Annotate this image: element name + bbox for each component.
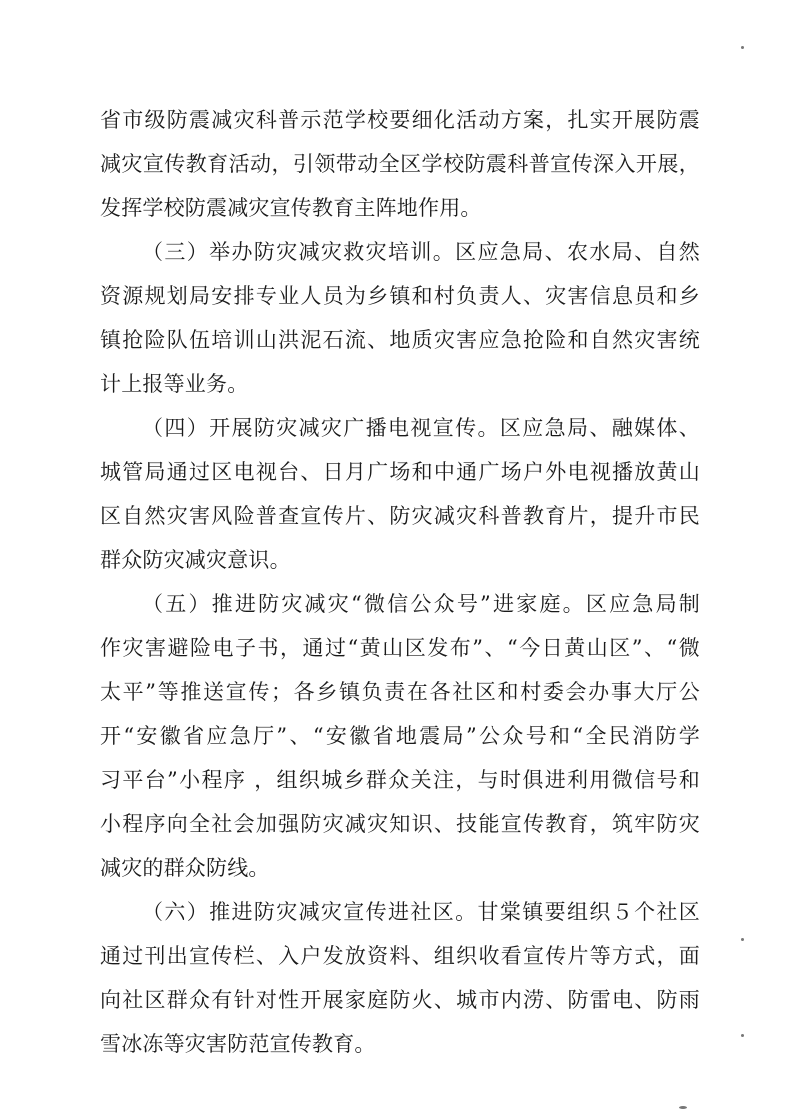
paragraph-line: 减灾的群众防线。 — [100, 856, 270, 880]
paragraph-line: 群众防灾减灾意识。 — [100, 548, 291, 572]
paragraph-line: （三）举办防灾减灾救灾培训。区应急局、农水局、自然 — [142, 240, 700, 264]
scan-speck — [679, 1106, 687, 1109]
paragraph-line: 习平台”小程序 ，组织城乡群众关注，与时俱进利用微信号和 — [100, 768, 700, 792]
paragraph-line: 计上报等业务。 — [100, 372, 249, 396]
paragraph-line: （五）推进防灾减灾“微信公众号”进家庭。区应急局制 — [142, 592, 700, 616]
paragraph-line: 开“安徽省应急厅”、“安徽省地震局”公众号和“全民消防学 — [100, 724, 700, 748]
paragraph-line: 小程序向全社会加强防灾减灾知识、技能宣传教育，筑牢防灾 — [100, 812, 700, 836]
paragraph-line: （六）推进防灾减灾宣传进社区。甘棠镇要组织５个社区 — [142, 900, 700, 924]
scan-speck — [741, 1034, 744, 1037]
scan-speck — [741, 938, 744, 941]
paragraph-line: 城管局通过区电视台、日月广场和中通广场户外电视播放黄山 — [100, 460, 700, 484]
paragraph-line: 发挥学校防震减灾宣传教育主阵地作用。 — [100, 196, 482, 220]
paragraph-line: 通过刊出宣传栏、入户发放资料、组织收看宣传片等方式，面 — [100, 944, 700, 968]
paragraph-line: 向社区群众有针对性开展家庭防火、城市内涝、防雷电、防雨 — [100, 988, 700, 1012]
scan-speck — [741, 46, 744, 49]
document-body — [100, 98, 700, 1066]
paragraph-line: 太平”等推送宣传；各乡镇负责在各社区和村委会办事大厅公 — [100, 680, 700, 704]
paragraph-line: 资源规划局安排专业人员为乡镇和村负责人、灾害信息员和乡 — [100, 284, 700, 308]
paragraph-line: 雪冰冻等灾害防范宣传教育。 — [100, 1032, 376, 1056]
paragraph-line: 作灾害避险电子书，通过“黄山区发布”、“今日黄山区”、“微 — [100, 636, 700, 660]
paragraph-line: 镇抢险队伍培训山洪泥石流、地质灾害应急抢险和自然灾害统 — [100, 328, 700, 352]
paragraph-line: 区自然灾害风险普查宣传片、防灾减灾科普教育片，提升市民 — [100, 504, 700, 528]
paragraph-line: 省市级防震减灾科普示范学校要细化活动方案，扎实开展防震 — [100, 108, 700, 132]
paragraph-line: （四）开展防灾减灾广播电视宣传。区应急局、融媒体、 — [142, 416, 700, 440]
paragraph-line: 减灾宣传教育活动，引领带动全区学校防震科普宣传深入开展， — [100, 152, 700, 176]
